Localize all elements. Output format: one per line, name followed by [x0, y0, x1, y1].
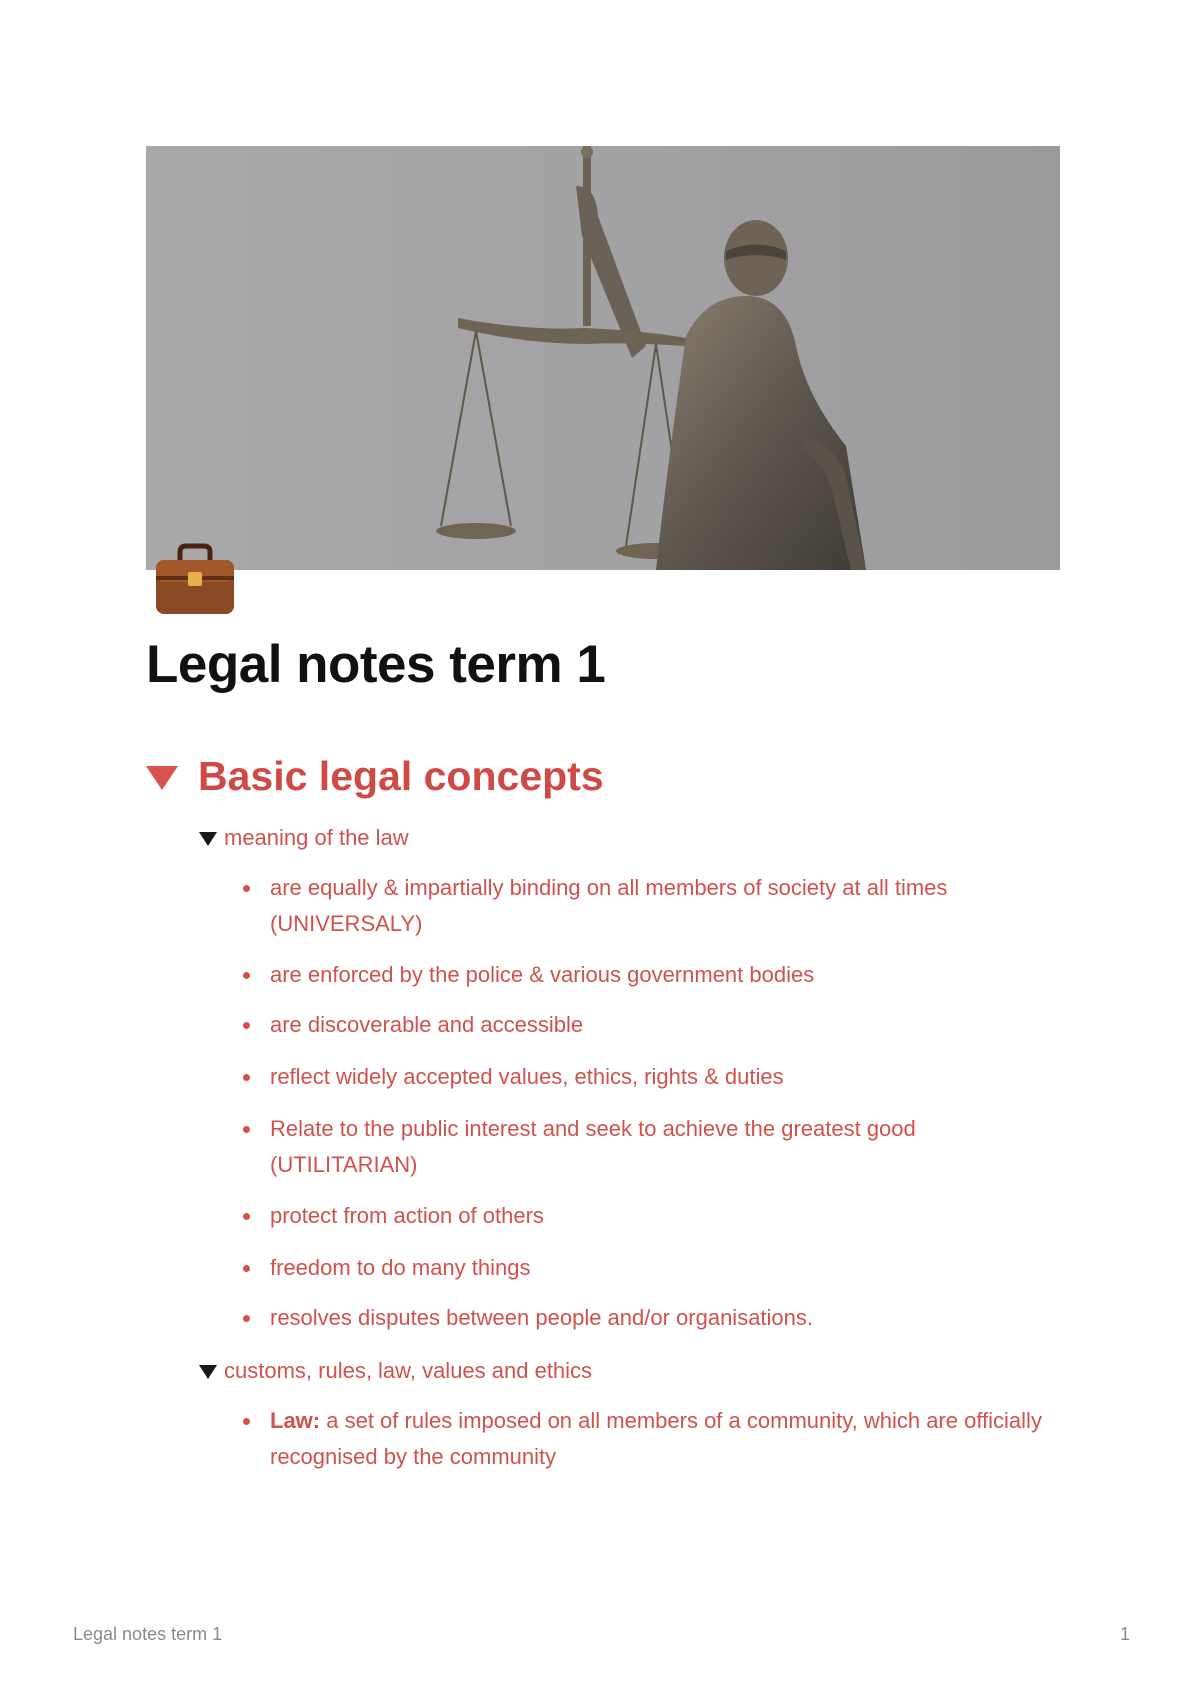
page-number: 1 — [1119, 1624, 1130, 1644]
bullet-icon — [243, 1022, 250, 1029]
cover-image — [146, 146, 1060, 570]
toggle-triangle-icon[interactable] — [199, 1365, 217, 1379]
bullet-icon — [243, 1213, 250, 1220]
toggle-basic-legal-concepts[interactable] — [146, 748, 604, 804]
bullet-icon — [243, 972, 250, 979]
toggle-triangle-icon[interactable] — [146, 766, 178, 790]
list-item — [243, 1403, 1043, 1475]
list-item: reflect widely accepted values, ethics, rights & duties — [243, 1059, 1043, 1095]
list-item: are enforced by the police & various government bodies — [243, 957, 1043, 993]
toggle-customs-rules-law[interactable] — [199, 1357, 592, 1385]
bullet-icon — [243, 1265, 250, 1272]
toggle-label: meaning of the law — [224, 825, 409, 850]
bullet-icon — [243, 1315, 250, 1322]
bullet-icon — [243, 1074, 250, 1081]
page-title: Legal notes term 1 — [146, 635, 606, 694]
briefcase-icon — [150, 540, 240, 620]
bullet-icon — [243, 1418, 250, 1425]
list-item: are equally & impartially binding on all members of society at all times (UNIVERSALY) — [243, 870, 1043, 942]
list-item: Relate to the public interest and seek to achieve the greatest good (UTILITARIAN) — [243, 1111, 1043, 1183]
list-item: resolves disputes between people and/or organisations. — [243, 1300, 1043, 1336]
definition-term: Law: — [270, 1408, 321, 1433]
list-item: freedom to do many things — [243, 1250, 1043, 1286]
definition-text: a set of rules imposed on all members of a community, which are officially recognised by the community — [270, 1408, 1042, 1469]
toggle-triangle-icon[interactable] — [199, 832, 217, 846]
section-heading: Basic legal concepts — [198, 752, 604, 799]
toggle-label: customs, rules, law, values and ethics — [224, 1358, 593, 1383]
bullet-icon — [243, 885, 250, 892]
bullet-icon — [243, 1126, 250, 1133]
toggle-meaning-of-the-law[interactable] — [199, 824, 409, 852]
list-item: are discoverable and accessible — [243, 1007, 1043, 1043]
footer-title: Legal notes term 1 — [73, 1624, 223, 1644]
list-item: protect from action of others — [243, 1198, 1043, 1234]
